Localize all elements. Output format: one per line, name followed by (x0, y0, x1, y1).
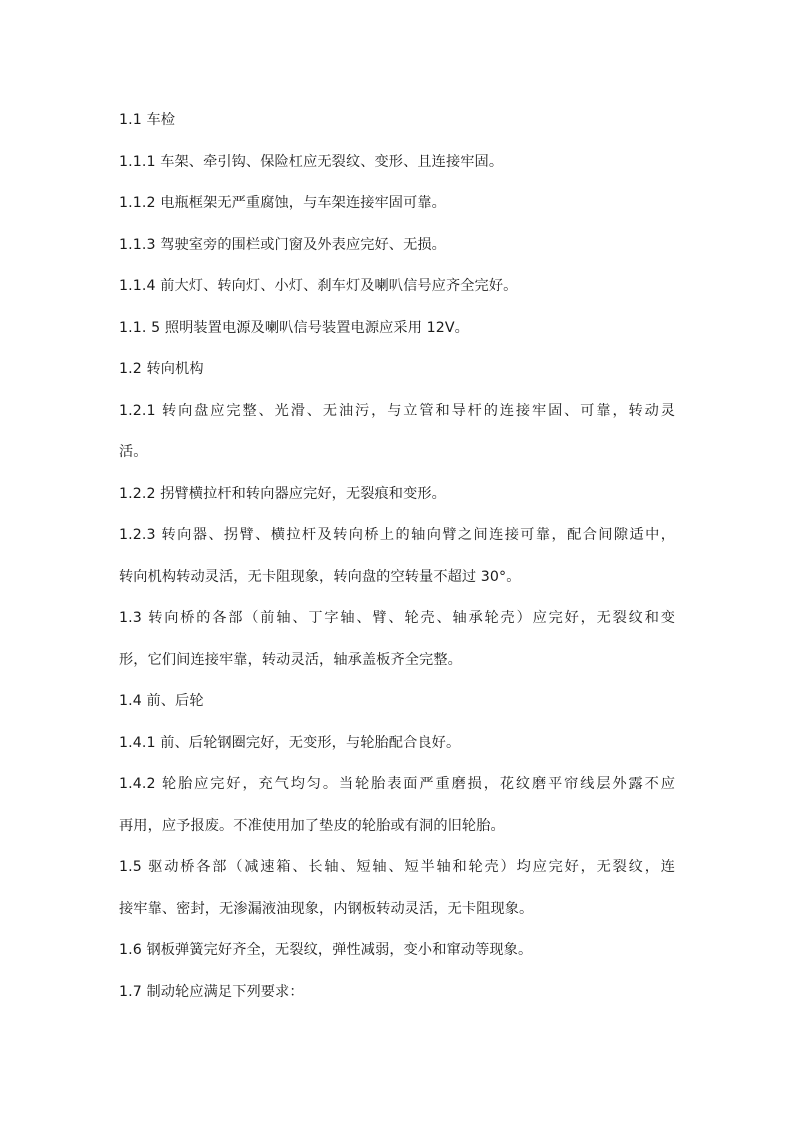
item-1-2-2: 1.2.2 拐臂横拉杆和转向器应完好，无裂痕和变形。 (119, 485, 446, 502)
item-1-5-line-2: 接牢靠、密封，无渗漏液油现象，内钢板转动灵活，无卡阻现象。 (119, 900, 534, 917)
heading-1-4: 1.4 前、后轮 (119, 693, 204, 709)
document-body (119, 100, 675, 1013)
item-1-1-3: 1.1.3 驾驶室旁的围栏或门窗及外表应完好、无损。 (119, 236, 446, 253)
item-1-6: 1.6 钢板弹簧完好齐全，无裂纹，弹性减弱，变小和窜动等现象。 (119, 942, 533, 958)
item-1-2-3-line-2: 转向机构转动灵活，无卡阻现象，转向盘的空转量不超过 30°。 (119, 568, 521, 585)
item-1-1-2: 1.1.2 电瓶框架无严重腐蚀，与车架连接牢固可靠。 (119, 195, 446, 211)
item-1-2-1-line-1: 1.2.1 转向盘应完整、光滑、无油污，与立管和导杆的连接牢固、可靠，转动灵 (119, 402, 675, 419)
item-1-1-5: 1.1. 5 照明装置电源及喇叭信号装置电源应采用 12V。 (119, 319, 469, 336)
item-1-3-line-2: 形，它们间连接牢靠，转动灵活，轴承盖板齐全完整。 (119, 651, 462, 668)
item-1-2-3-line-1: 1.2.3 转向器、拐臂、横拉杆及转向桥上的轴向臂之间连接可靠，配合间隙适中， (119, 527, 675, 543)
item-1-3-line-1: 1.3 转向桥的各部（前轴、丁字轴、臂、轮壳、轴承轮壳）应完好，无裂纹和变 (119, 610, 675, 626)
item-1-5-line-1: 1.5 驱动桥各部（减速箱、长轴、短轴、短半轴和轮壳）均应完好，无裂纹，连 (119, 859, 675, 875)
heading-1-1: 1.1 车检 (119, 112, 176, 128)
item-1-2-1-line-2: 活。 (119, 444, 148, 460)
item-1-4-2-line-2: 再用，应予报废。不准使用加了垫皮的轮胎或有洞的旧轮胎。 (119, 817, 505, 834)
item-1-4-2-line-1: 1.4.2 轮胎应完好，充气均匀。当轮胎表面严重磨损，花纹磨平帘线层外露不应 (119, 776, 675, 792)
item-1-1-1: 1.1.1 车架、牵引钩、保险杠应无裂纹、变形、且连接牢固。 (119, 153, 504, 170)
item-1-4-1: 1.4.1 前、后轮钢圈完好，无变形，与轮胎配合良好。 (119, 734, 461, 751)
item-1-1-4: 1.1.4 前大灯、转向灯、小灯、刹车灯及喇叭信号应齐全完好。 (119, 278, 518, 294)
item-1-7: 1.7 制动轮应满足下列要求： (119, 983, 304, 1000)
heading-1-2: 1.2 转向机构 (119, 361, 204, 377)
